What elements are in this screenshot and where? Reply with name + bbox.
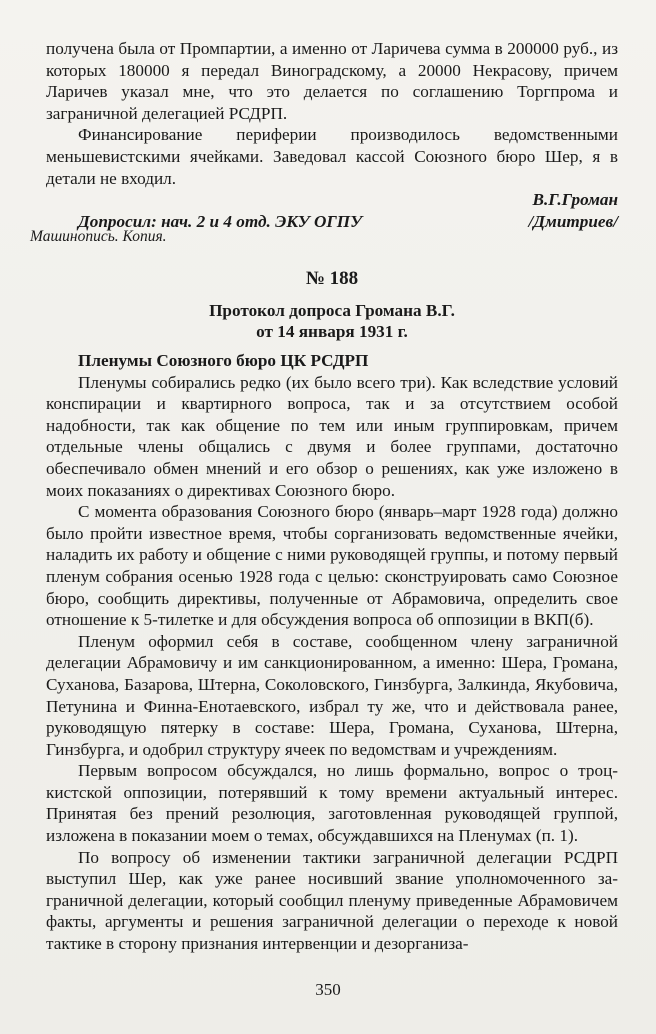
main-text <box>46 350 618 955</box>
paragraph-intro: получена была от Промпартии, а именно от Ларичева сумма в 200000 руб., из которых 180000 я передал Виноградскому, а 20000 Некрасову, причем Ларичев указал мне, что это делается по соглашению Торгпрома и заграничной делегацией РСДРП. <box>46 39 618 123</box>
section-heading: Пленумы Союзного бюро ЦК РСДРП <box>78 351 369 370</box>
document-header <box>46 268 618 343</box>
typescript-note: Машинопись. Копия. <box>30 228 167 245</box>
paragraph-1: Пленумы собирались редко (их было всего три). Как вследствие условий конспирации и квартирного вопроса, так и за отсутствием особой надобности, так как общение по тем или иным группировкам, причем отдельные члены общались с двумя и более группами, достаточно обеспечивало обмен мнений и его обзор о решениях, как уже изложено в моих показаниях о директивах Союзного бюро. <box>46 372 618 500</box>
page-number: 350 <box>315 980 341 999</box>
paragraph-4: Первым вопросом обсуждался, но лишь формально, вопрос о троцкистской оппозиции, потерявший к тому времени актуальный интерес. Принятая без прений резолюция, заготовленная руководящей группой, изложена в показании моем о темах, обсуждавшихся на Пленумах (п. 1). <box>46 761 618 846</box>
paragraph-finance: Финансирование периферии производилось ведомственными меньшевистскими ячейками. Заведовал кассой Союзного бюро Шер, я в детали не входил. <box>46 125 618 188</box>
signature-groman: В.Г.Громан <box>532 190 618 210</box>
paragraph-3: Пленум оформил себя в составе, сообщенном члену заграничной делегации Абрамовичу и им санкционированном, а именно: Шера, Громана, Суханова, Базарова, Штерна, Соколовского, Гинзбурга, Залкинда, Якубовича, Петунина и Финна-Енотаевского, избрал ту же, что и действовала ранее, руководящую пятерку в составе: Шера, Громана, Суханова, Штерна, Гинзбурга, и одобрил структуру ячеек по ведомствам и учреждениям. <box>46 631 618 759</box>
interrogator-name: /Дмитриев/ <box>528 211 618 231</box>
document-body <box>46 38 618 232</box>
document-title-line1: Протокол допроса Громана В.Г. <box>209 300 455 320</box>
document-title-line2: от 14 января 1931 г. <box>256 322 408 342</box>
paragraph-5: По вопросу об изменении тактики заграничной делегации РСДРП выступил Шер, как уже ранее носивший звание уполномоченного заграничной делегации, который сообщил пленуму приведенные Абрамовичем факты, аргументы и решения заграничной делегации о переходе к новой тактике в сторону признания интервенции и дезорганиза- <box>46 847 618 954</box>
paragraph-2: С момента образования Союзного бюро (январь–март 1928 года) должно было пройти известное время, чтобы сорганизовать ведомственные ячейки, наладить их работу и общение с ними руководящей группы, и потому первый пленум собрания осенью 1928 года с целью: сконструировать само Союзное бюро, сообщить директивы, полученные от Абрамовича, определить свое отношение к 5-тилетке и для обсуждения вопроса об оппозиции в ВКП(б). <box>46 502 618 630</box>
document-number: № 188 <box>305 268 359 289</box>
interrogator-title: Допросил: нач. 2 и 4 отд. ЭКУ ОГПУ <box>78 211 363 231</box>
